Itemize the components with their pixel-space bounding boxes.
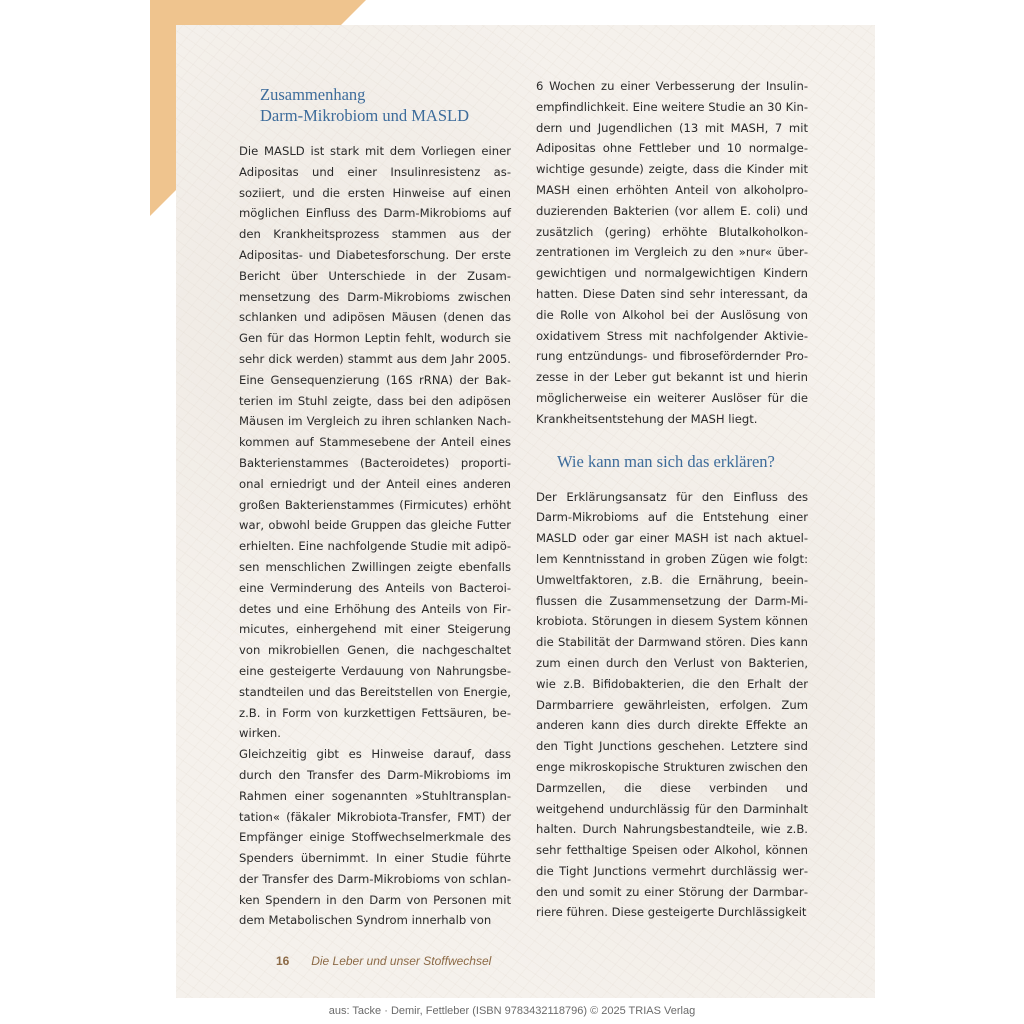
body-paragraph: Die MASLD ist stark mit dem Vorliegen einer Adipositas und einer Insulinresistenz assoziiert, und die ersten Hinweise auf einen möglichen Einfluss des Darm-Mikrobioms auf den Krankheitsprozess stammen aus der Adipositas- und Diabetesforschung. Der erste Bericht über Unterschiede in der Zusammensetzung des Darm-Mikrobioms zwischen schlanken und adipösen Mäusen (denen das Gen für das Hormon Leptin fehlt, wodurch sie sehr dick werden) stammt aus dem Jahr 2005. Eine Gensequenzierung (16S rRNA) der Bakterien im Stuhl zeigte, dass bei den adipösen Mäusen im Vergleich zu ihren schlanken Nachkommen auf Stammesebene der Anteil eines Bakterienstammes (Bacteroidetes) proportional erniedrigt und der Anteil eines anderen großen Bakterienstammes (Firmicutes) erhöht war, obwohl beide Gruppen das gleiche Futter erhielten. Eine nachfolgende Studie mit adipösen menschlichen Zwillingen zeigte ebenfalls eine Verminderung des Anteils von Bacteroidetes und eine Erhöhung des Anteils von Firmicutes, einhergehend mit einer Steigerung von mikrobiellen Genen, die nachgeschaltet eine gesteigerte Verdauung von Nahrungsbestandteilen und das Bereitstellen von Energie, z.B. in Form von kurzkettigen Fettsäuren, bewirken.: [239, 144, 511, 741]
running-title: Die Leber und unser Stoffwechsel: [311, 954, 492, 968]
body-paragraph: Gleichzeitig gibt es Hinweise darauf, dass durch den Transfer des Darm-Mikrobioms im Rahmen einer sogenannten »Stuhltransplantation« (fäkaler Mikrobiota-Transfer, FMT) der Empfänger einige Stoffwechselmerkmale des Spenders übernimmt. In einer Studie führte der Transfer des Darm-Mikrobioms von schlanken Spendern in den Darm von Personen mit dem Metabolischen Syndrom innerhalb von: [239, 747, 511, 928]
section-heading-microbiome: [239, 84, 511, 126]
heading-line-2: Darm-Mikrobiom und MASLD: [260, 106, 469, 125]
page-number: 16: [276, 954, 290, 968]
section-heading-explanation: Wie kann man sich das erklären?: [557, 451, 775, 471]
page-footer: [276, 954, 491, 968]
body-paragraph: Der Erklärungsansatz für den Einfluss des Darm-Mikrobioms auf die Entstehung einer MASLD oder gar einer MASH ist nach aktuellem Kenntnisstand in groben Zügen wie folgt: Umweltfaktoren, z.B. die Ernährung, beeinflussen die Zusammensetzung der Darm-Mikrobiota. Störungen in diesem System können die Stabilität der Darmwand stören. Dies kann zum einen durch den Verlust von Bakterien, wie z.B. Bifidobakterien, die den Erhalt der Darmbarriere gewährleisten, erfolgen. Zum anderen kann dies durch direkte Effekte an den Tight Junctions geschehen. Letztere sind enge mikroskopische Strukturen zwischen den Darmzellen, die diese verbinden und weitgehend undurchlässig für den Darminhalt halten. Durch Nahrungsbestandteile, wie z.B. sehr fetthaltige Speisen oder Alkohol, können die Tight Junctions vermehrt durchlässig werden und somit zu einer Störung der Darmbarriere führen. Diese gesteigerte Durchlässigkeit: [536, 489, 808, 920]
left-column: [239, 25, 511, 931]
book-page: [176, 25, 875, 998]
body-paragraph: 6 Wochen zu einer Verbesserung der Insulinempfindlichkeit. Eine weitere Studie an 30 Kindern und Jugendlichen (13 mit MASH, 7 mit Adipositas ohne Fettleber und 10 normalgewichtige gesunde) zeigte, dass die Kinder mit MASH einen erhöhten Anteil von alkoholproduzierenden Bakterien (vor allem E. coli) und zusätzlich (gering) erhöhte Blutalkoholkonzentrationen im Vergleich zu den »nur« übergewichtigen und normalgewichtigen Kindern hatten. Diese Daten sind sehr interessant, da die Rolle von Alkohol bei der Auslösung von oxidativem Stress mit nachfolgender Aktivierung entzündungs- und fibrosefördernder Prozesse in der Leber gut bekannt ist und hierin möglicherweise ein weiterer Auslöser für die Krankheitsentstehung der MASH liegt.: [536, 79, 808, 426]
right-column: [536, 25, 808, 923]
heading-line-1: Zusammenhang: [260, 85, 366, 104]
source-note: aus: Tacke · Demir, Fettleber (ISBN 9783432118796) © 2025 TRIAS Verlag: [328, 1005, 696, 1017]
